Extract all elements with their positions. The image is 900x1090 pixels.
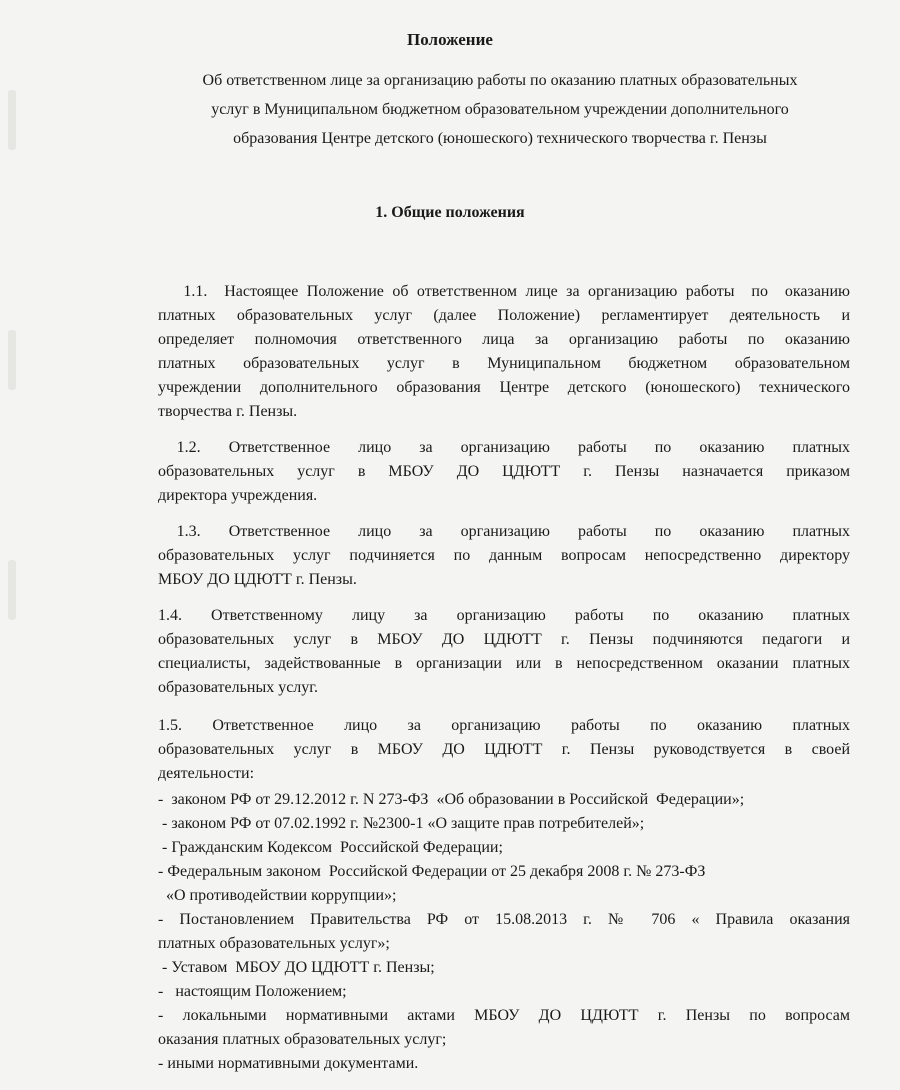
list-item: - локальными нормативными актами МБОУ ДО ЦДЮТТ г. Пензы по вопросам <box>158 1007 850 1024</box>
list-item: - законом РФ от 29.12.2012 г. N 273-ФЗ «Об образовании в Российской Федерации»; <box>158 791 745 808</box>
paragraph-line: директора учреждения. <box>158 487 318 504</box>
paragraph-line: МБОУ ДО ЦДЮТТ г. Пензы. <box>158 571 357 588</box>
paragraph-line: специалисты, задействованные в организации или в непосредственном оказании платных <box>158 655 850 672</box>
document-title: Положение <box>407 30 493 49</box>
paragraph-1-4 <box>158 604 850 700</box>
paragraph-line: 1.4. Ответственному лицу за организацию работы по оказанию платных <box>158 607 850 624</box>
subtitle-line: образования Центре детского (юношеского) технического творчества г. Пензы <box>233 130 767 147</box>
binder-mark <box>8 90 16 150</box>
paragraph-line: творчества г. Пензы. <box>158 403 298 420</box>
paragraph-line: платных образовательных услуг (далее Положение) регламентирует деятельность и <box>158 307 850 324</box>
binder-mark <box>8 560 16 620</box>
paragraph-line: образовательных услуг в МБОУ ДО ЦДЮТТ г. Пензы подчиняются педагоги и <box>158 631 850 648</box>
paragraph-1-1 <box>158 280 850 424</box>
paragraph-line: платных образовательных услуг в Муниципальном бюджетном образовательном <box>158 355 850 372</box>
section-heading: 1. Общие положения <box>375 204 525 221</box>
regulations-list <box>158 788 858 1076</box>
list-item: - Постановлением Правительства РФ от 15.08.2013 г. № 706 « Правила оказания <box>158 911 850 928</box>
binder-mark <box>8 330 16 390</box>
list-item: - Уставом МБОУ ДО ЦДЮТТ г. Пензы; <box>158 959 435 976</box>
list-item: - Гражданским Кодексом Российской Федерации; <box>158 839 503 856</box>
paragraph-line: образовательных услуг в МБОУ ДО ЦДЮТТ г. Пензы руководствуется в своей <box>158 741 850 758</box>
list-item: - иными нормативными документами. <box>158 1055 419 1072</box>
paragraph-line: определяет полномочия ответственного лица за организацию работы по оказанию <box>158 331 850 348</box>
list-item: - законом РФ от 07.02.1992 г. №2300-1 «О защите прав потребителей»; <box>158 815 645 832</box>
paragraph-1-2 <box>158 436 850 508</box>
paragraph-line: 1.3. Ответственное лицо за организацию работы по оказанию платных <box>158 523 850 540</box>
paragraph-line: деятельности: <box>158 765 255 782</box>
list-item: оказания платных образовательных услуг; <box>158 1031 447 1048</box>
paragraph-line: 1.1. Настоящее Положение об ответственном лице за организацию работы по оказанию <box>158 283 850 300</box>
paragraph-line: образовательных услуг подчиняется по данным вопросам непосредственно директору <box>158 547 850 564</box>
paragraph-1-5 <box>158 714 850 786</box>
paragraph-line: образовательных услуг. <box>158 679 319 696</box>
paragraph-line: 1.2. Ответственное лицо за организацию работы по оказанию платных <box>158 439 850 456</box>
subtitle-line: Об ответственном лице за организацию работы по оказанию платных образовательных <box>202 72 798 89</box>
paragraph-1-3 <box>158 520 850 592</box>
list-item: «О противодействии коррупции»; <box>158 887 397 904</box>
list-item: - Федеральным законом Российской Федерации от 25 декабря 2008 г. № 273-ФЗ <box>158 863 706 880</box>
paragraph-line: 1.5. Ответственное лицо за организацию работы по оказанию платных <box>158 717 850 734</box>
document-subtitle <box>130 66 870 153</box>
paragraph-line: учреждении дополнительного образования Центре детского (юношеского) технического <box>158 379 850 396</box>
list-item: - настоящим Положением; <box>158 983 347 1000</box>
list-item: платных образовательных услуг»; <box>158 935 390 952</box>
paragraph-line: образовательных услуг в МБОУ ДО ЦДЮТТ г. Пензы назначается приказом <box>158 463 850 480</box>
subtitle-line: услуг в Муниципальном бюджетном образовательном учреждении дополнительного <box>211 101 789 118</box>
